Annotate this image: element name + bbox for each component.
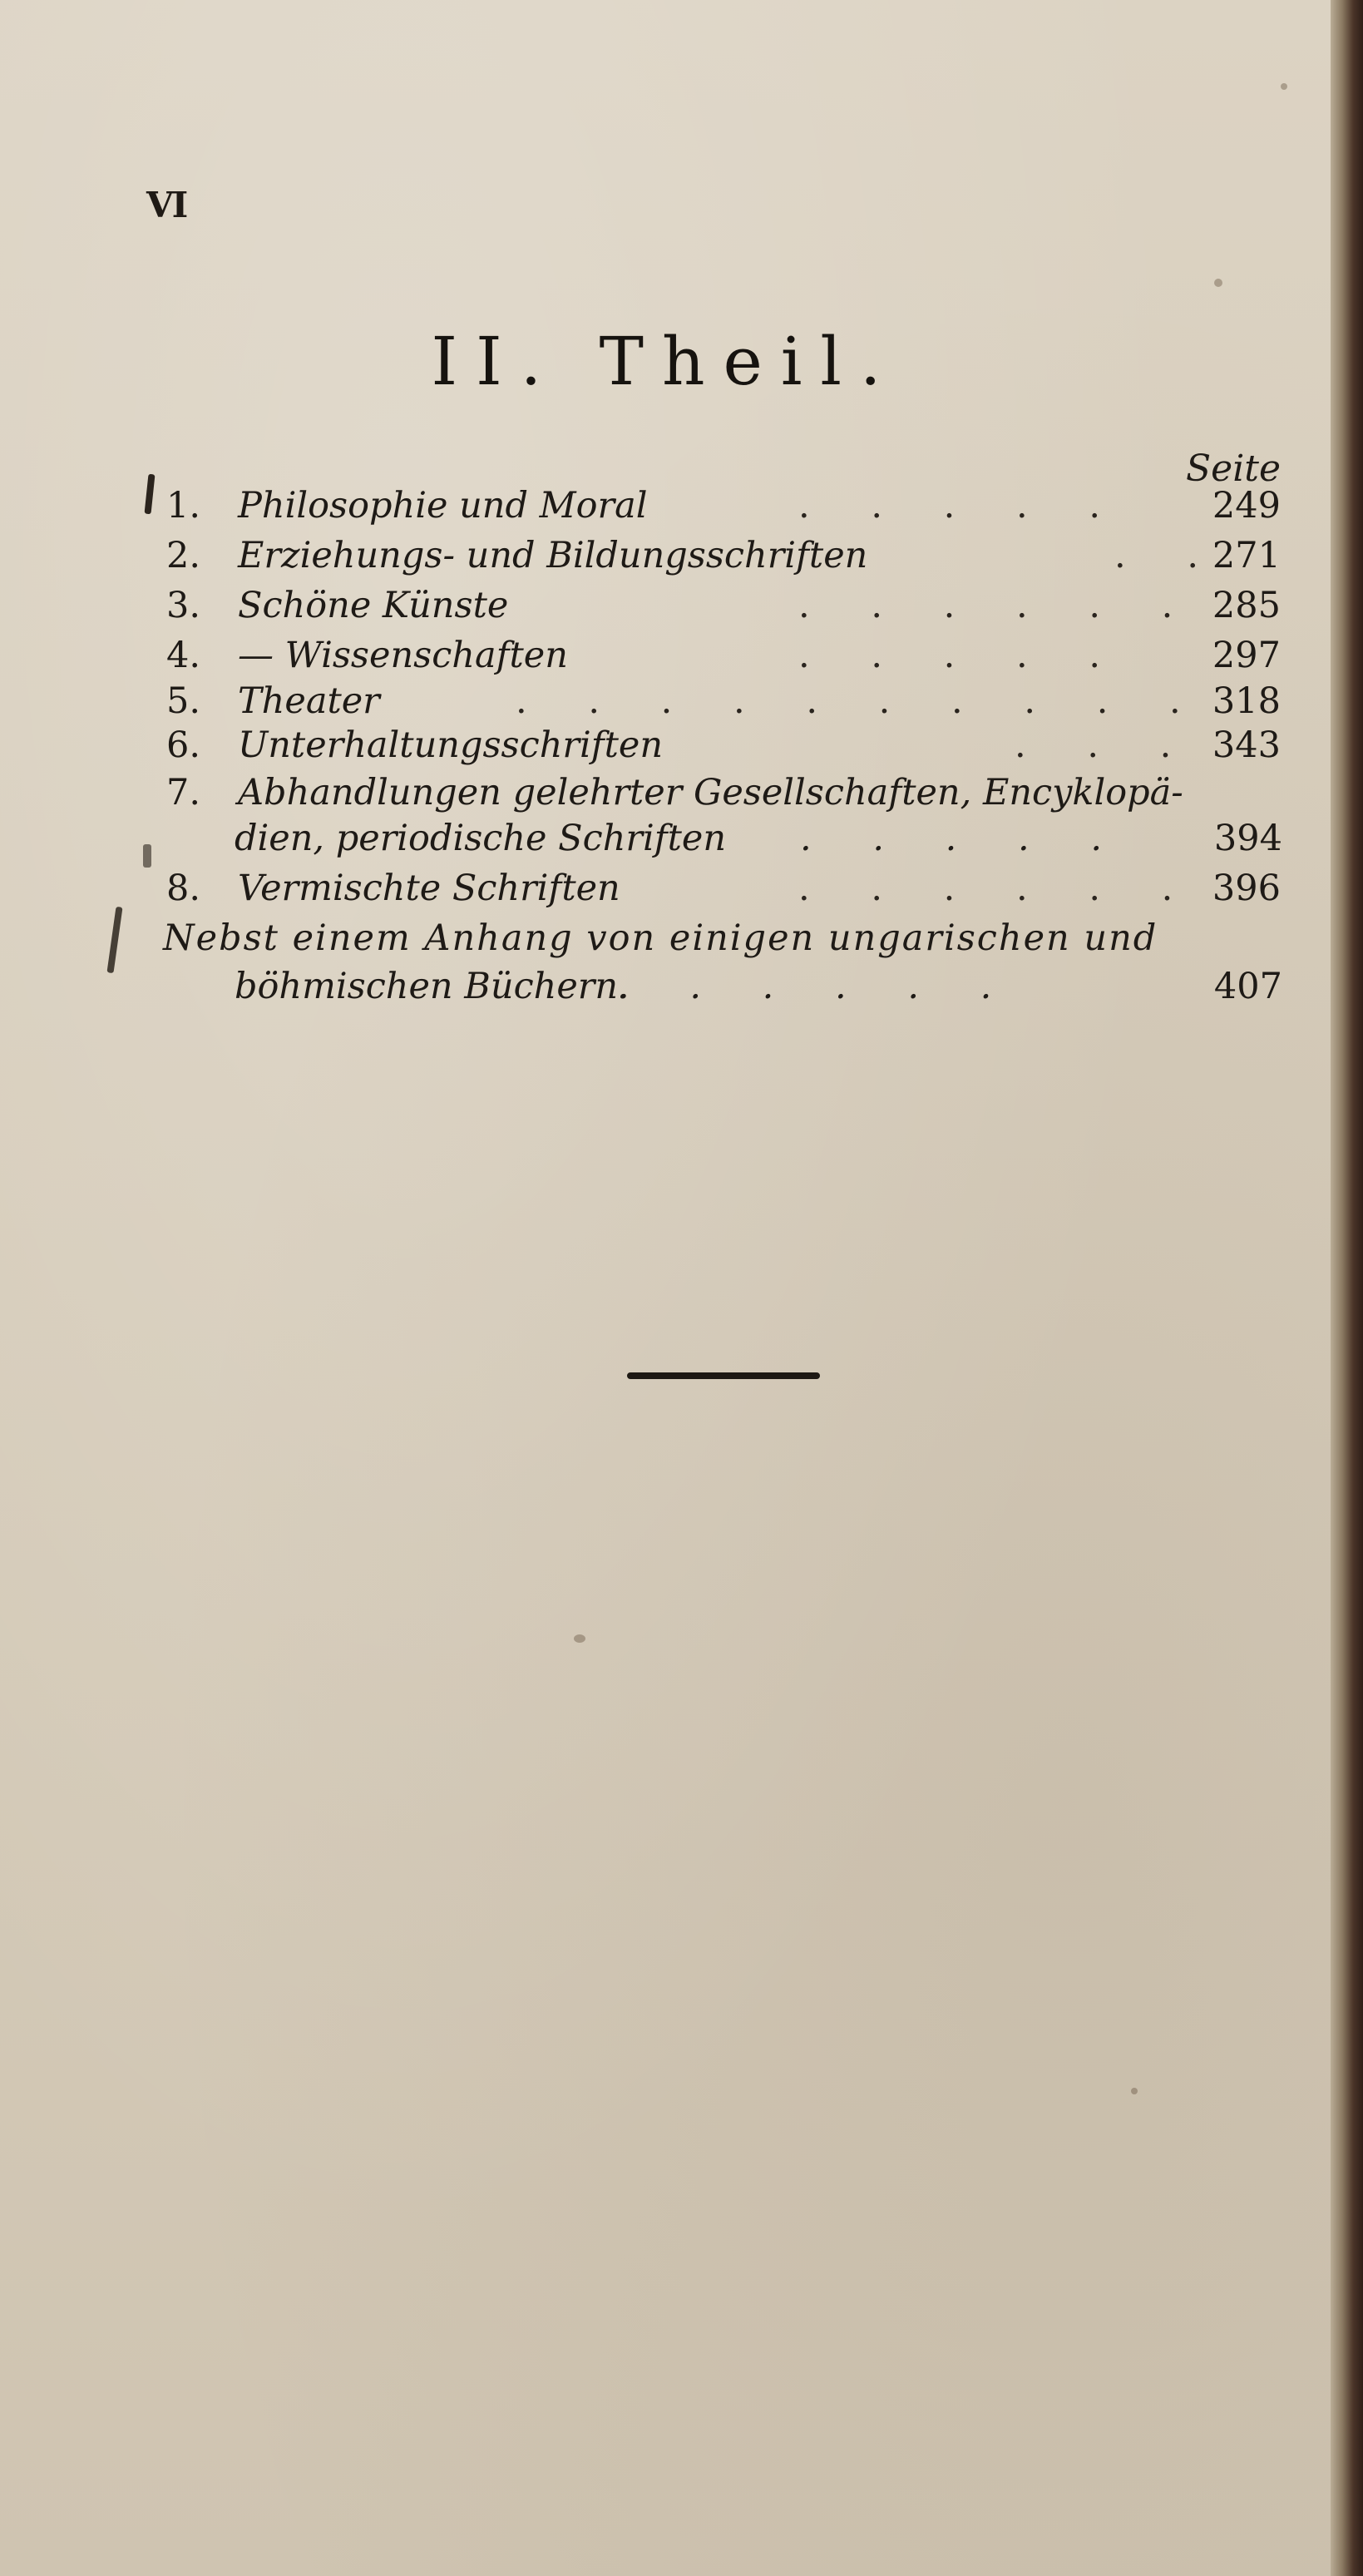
toc-entry-page: 297 — [1212, 635, 1281, 676]
toc-entry-label: Abhandlungen gelehrter Gesellschaften, Encyklopä- — [238, 772, 1183, 813]
page-column-header: Seite — [1186, 447, 1281, 490]
table-of-contents — [0, 0, 1331, 1048]
leader-dots: . . . . . — [800, 818, 1128, 859]
leader-dots: . . . . . — [798, 635, 1126, 676]
section-end-rule — [627, 1372, 820, 1379]
margin-pencil-mark — [143, 844, 151, 868]
toc-entry-number: 8. — [166, 868, 201, 909]
leader-dots: . . . . . . — [617, 966, 1017, 1007]
toc-entry — [166, 769, 1281, 816]
toc-entry — [166, 532, 1281, 579]
toc-entry-page: 249 — [1212, 485, 1281, 527]
toc-entry-label: Theater — [238, 680, 380, 722]
toc-entry-page: 343 — [1212, 724, 1281, 766]
paper-speck — [1131, 2088, 1138, 2094]
toc-entry-page: 285 — [1212, 585, 1281, 626]
toc-entry — [166, 865, 1281, 912]
toc-entry-number: 5. — [166, 680, 201, 722]
toc-entry — [166, 582, 1281, 629]
toc-entry-label: Philosophie und Moral — [238, 485, 648, 527]
leader-dots: . . . — [1015, 724, 1197, 766]
toc-entry-number: 1. — [166, 485, 201, 527]
toc-entry-page: 271 — [1212, 535, 1281, 576]
appendix-line-1: Nebst einem Anhang von einigen ungarischen und — [163, 917, 1158, 959]
toc-entry-number: 3. — [166, 585, 201, 626]
toc-entry-continuation-text: dien, periodische Schriften — [235, 818, 727, 859]
toc-entry-label: Schöne Künste — [238, 585, 509, 626]
section-title: II. Theil. — [431, 323, 900, 400]
toc-entry-number: 6. — [166, 724, 201, 766]
toc-entry — [166, 722, 1281, 769]
toc-entry-number: 4. — [166, 635, 201, 676]
toc-entry-label: Vermischte Schriften — [238, 868, 620, 909]
toc-entry-page: 396 — [1212, 868, 1281, 909]
toc-entry-continuation — [235, 815, 1282, 862]
toc-entry-page: 394 — [1213, 818, 1282, 859]
appendix-page: 407 — [1213, 966, 1282, 1007]
toc-entry-number: 2. — [166, 535, 201, 576]
paper-speck — [1281, 83, 1287, 90]
toc-entry — [166, 678, 1281, 724]
book-edge — [1331, 0, 1363, 2576]
leader-dots: . . — [1114, 535, 1224, 576]
toc-entry-label: Unterhaltungsschriften — [238, 724, 664, 766]
toc-entry-number: 7. — [166, 772, 201, 813]
leader-dots: . . . . . . . . . . — [516, 680, 1206, 722]
leader-dots: . . . . . . — [798, 585, 1198, 626]
toc-entry — [166, 482, 1281, 529]
appendix-line-2: böhmischen Büchern. — [235, 966, 630, 1007]
appendix-entry — [163, 915, 1281, 962]
appendix-continuation — [235, 963, 1282, 1010]
toc-entry-label: — Wissenschaften — [238, 635, 568, 676]
page-number: VI — [146, 185, 187, 225]
toc-entry-label: Erziehungs- und Bildungsschriften — [238, 535, 868, 576]
toc-entry-page: 318 — [1212, 680, 1281, 722]
paper-speck — [1214, 279, 1222, 287]
leader-dots: . . . . . — [798, 485, 1126, 527]
toc-entry — [166, 632, 1281, 679]
leader-dots: . . . . . . — [798, 868, 1198, 909]
paper-speck — [574, 1634, 585, 1643]
